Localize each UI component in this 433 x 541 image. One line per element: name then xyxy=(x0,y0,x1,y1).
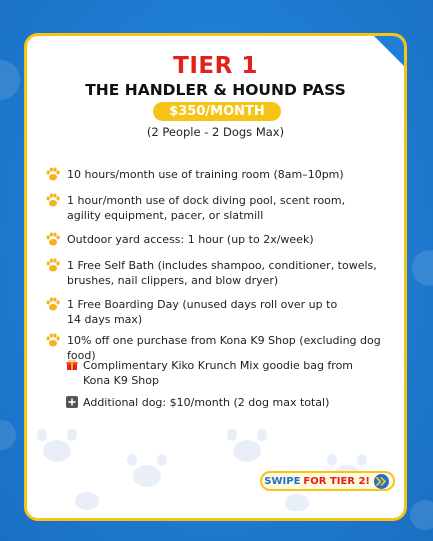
benefit-item xyxy=(45,232,385,247)
swipe-button[interactable] xyxy=(260,471,395,491)
background-dot xyxy=(412,250,433,286)
swipe-target-label: FOR TIER 2! xyxy=(303,475,370,487)
paw-icon xyxy=(45,332,61,348)
background-dot xyxy=(0,420,16,450)
price-badge: $350/MONTH xyxy=(153,102,281,121)
benefit-item xyxy=(45,258,385,288)
extra-text: Complimentary Kiko Krunch Mix goodie bag from Kona K9 Shop xyxy=(83,359,354,387)
paw-icon xyxy=(45,166,61,182)
paw-icon xyxy=(45,231,61,247)
benefit-text: 1 Free Self Bath (includes shampoo, conditioner, towels, brushes, nail clippers, and blow dryer) xyxy=(67,259,377,287)
benefit-text: 10% off one purchase from Kona K9 Shop (excluding dog food) xyxy=(67,334,381,362)
benefit-text: 10 hours/month use of training room (8am–10pm) xyxy=(67,168,344,181)
benefit-text: Outdoor yard access: 1 hour (up to 2x/week) xyxy=(67,233,314,246)
tier-title: TIER 1 xyxy=(173,53,258,79)
pass-name: THE HANDLER & HOUND PASS xyxy=(85,81,346,99)
extra-text: Additional dog: $10/month (2 dog max total) xyxy=(83,396,330,409)
gift-icon xyxy=(66,359,78,371)
benefit-text: 1 hour/month use of dock diving pool, scent room, agility equipment, pacer, or slatmill xyxy=(67,194,346,222)
tier-card xyxy=(24,33,407,521)
paw-icon xyxy=(45,192,61,208)
people-note: (2 People - 2 Dogs Max) xyxy=(146,125,285,139)
paw-pattern-decoration xyxy=(27,421,407,511)
benefit-text: 1 Free Boarding Day (unused days roll over up to 14 days max) xyxy=(67,298,338,326)
benefit-item xyxy=(45,193,385,223)
paw-icon xyxy=(45,257,61,273)
benefit-item xyxy=(45,167,385,182)
background-dot xyxy=(410,500,433,530)
benefit-item xyxy=(45,297,385,327)
background-dot xyxy=(0,60,20,100)
paw-icon xyxy=(45,296,61,312)
swipe-label: SWIPE xyxy=(264,475,301,487)
extra-item xyxy=(66,358,386,388)
extra-item xyxy=(66,395,386,410)
plus-icon xyxy=(66,396,78,408)
double-chevron-right-icon xyxy=(374,474,389,489)
